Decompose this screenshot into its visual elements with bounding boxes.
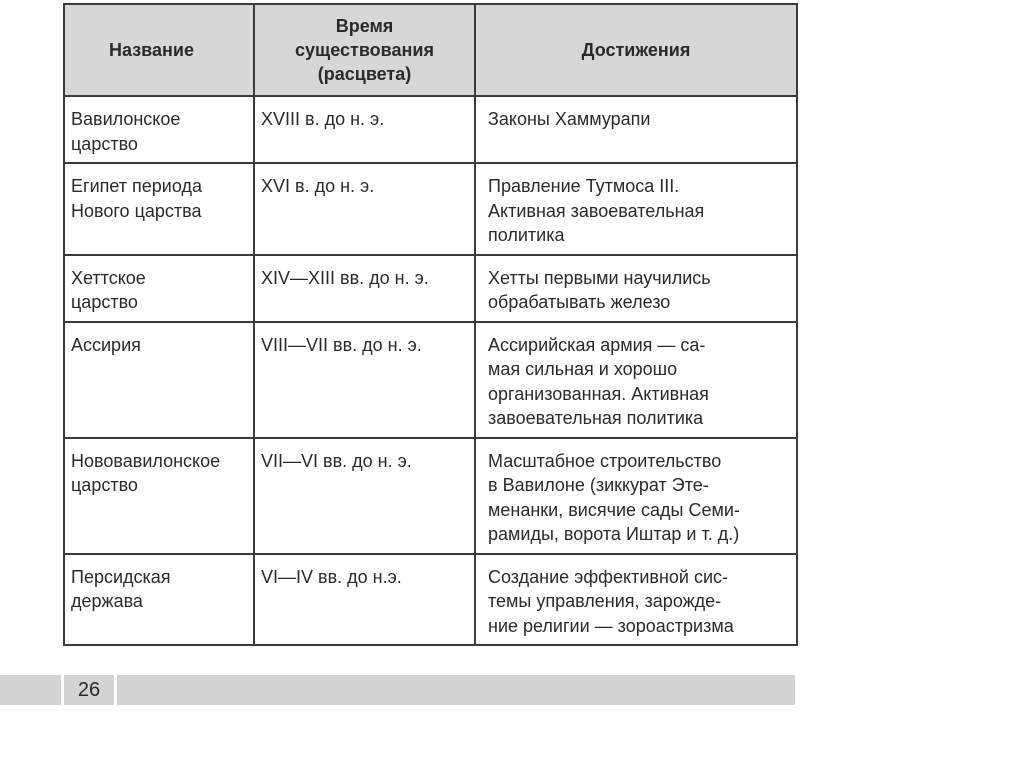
table-row	[64, 96, 797, 163]
header-name: Название	[64, 4, 254, 96]
cell-achievements: Масштабное строительство в Вавилоне (зиккурат Эте- менанки, висячие сады Семи- рамиды, ворота Иштар и т. д.)	[488, 450, 740, 544]
table-row	[64, 163, 797, 255]
cell-name: Персидская держава	[71, 566, 171, 611]
states-table	[63, 3, 798, 646]
table-row	[64, 255, 797, 322]
table-row	[64, 554, 797, 646]
footer-bar-right	[117, 675, 795, 705]
header-achievements: Достижения	[475, 4, 797, 96]
cell-achievements: Создание эффективной сис- темы управления, зарожде- ние религии — зороастризма	[488, 566, 734, 636]
page-number: 26	[64, 675, 114, 705]
cell-time: XVIII в. до н. э.	[261, 109, 385, 129]
cell-name: Египет периода Нового царства	[71, 176, 202, 221]
cell-name: Ассирия	[71, 334, 141, 355]
table-row	[64, 438, 797, 554]
cell-achievements: Ассирийская армия — са- мая сильная и хорошо организованная. Активная завоевательная политика	[488, 334, 709, 428]
cell-achievements: Хетты первыми научились обрабатывать железо	[488, 267, 711, 312]
footer-bar-left	[0, 675, 61, 705]
cell-time: XIV—XIII вв. до н. э.	[261, 267, 429, 288]
table-row	[64, 322, 797, 438]
cell-time: VII—VI вв. до н. э.	[261, 450, 412, 471]
cell-achievements: Правление Тутмоса III. Активная завоевательная политика	[488, 176, 705, 245]
cell-name: Вавилонское царство	[71, 109, 181, 154]
cell-name: Нововавилонское царство	[71, 450, 221, 495]
header-row	[64, 4, 797, 96]
cell-time: VI—IV вв. до н.э.	[261, 566, 402, 587]
cell-name: Хеттское царство	[71, 267, 146, 312]
cell-time: VIII—VII вв. до н. э.	[261, 334, 422, 355]
cell-time: XVI в. до н. э.	[261, 176, 375, 196]
header-time: Время существования (расцвета)	[254, 4, 475, 96]
cell-achievements: Законы Хаммурапи	[488, 109, 651, 129]
